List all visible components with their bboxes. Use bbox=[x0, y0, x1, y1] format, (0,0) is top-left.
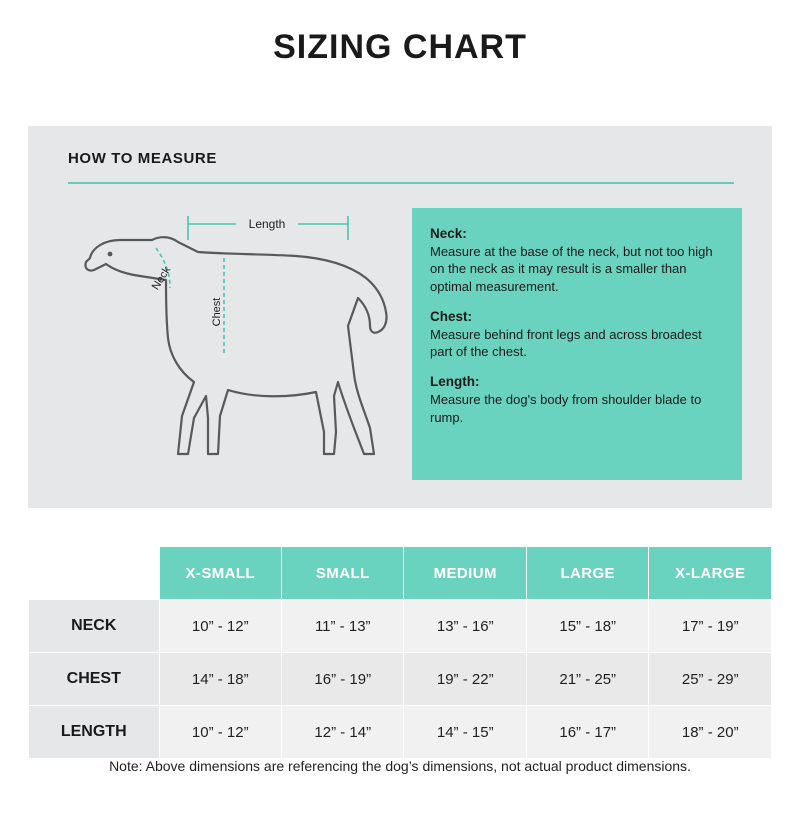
column-header-small: SMALL bbox=[282, 547, 404, 600]
table-row bbox=[29, 653, 772, 706]
cell-chest-large: 21” - 25” bbox=[526, 653, 648, 706]
cell-neck-small: 11” - 13” bbox=[282, 600, 404, 653]
footer-note: Note: Above dimensions are referencing the dog’s dimensions, not actual product dimensions. bbox=[109, 758, 691, 774]
cell-chest-x-small: 14” - 18” bbox=[159, 653, 281, 706]
page-title: SIZING CHART bbox=[273, 28, 527, 66]
column-header-x-small: X-SMALL bbox=[159, 547, 281, 600]
divider-rule bbox=[68, 182, 734, 184]
length-text: Measure the dog's body from shoulder blade to rump. bbox=[430, 392, 702, 425]
neck-label: Neck bbox=[149, 264, 174, 293]
cell-length-medium: 14” - 15” bbox=[404, 706, 526, 759]
length-label: Length bbox=[248, 217, 286, 231]
neck-title: Neck: bbox=[430, 226, 467, 241]
column-header-x-large: X-LARGE bbox=[649, 547, 772, 600]
chest-text: Measure behind front legs and across broadest part of the chest. bbox=[430, 326, 702, 360]
neck-text: Measure at the base of the neck, but not too high on the neck as it may result is a smaller than optimal measurement. bbox=[430, 244, 713, 294]
cell-chest-medium: 19” - 22” bbox=[404, 653, 526, 706]
cell-length-x-large: 18” - 20” bbox=[649, 706, 772, 759]
cell-neck-x-small: 10” - 12” bbox=[159, 600, 281, 653]
cell-chest-small: 16” - 19” bbox=[282, 653, 404, 706]
how-to-measure-panel bbox=[28, 126, 772, 508]
length-title: Length: bbox=[430, 374, 480, 390]
row-label-neck: NECK bbox=[29, 600, 160, 653]
table-row bbox=[29, 706, 772, 759]
dog-illustration-svg bbox=[48, 196, 428, 496]
chest-label: Chest bbox=[211, 297, 223, 327]
row-label-length: LENGTH bbox=[29, 706, 160, 759]
chest-title: Chest: bbox=[430, 308, 473, 324]
dog-diagram bbox=[48, 196, 428, 496]
table-row bbox=[29, 600, 772, 653]
sizing-chart-page bbox=[0, 28, 800, 828]
cell-length-small: 12” - 14” bbox=[282, 706, 404, 759]
cell-neck-large: 15” - 18” bbox=[526, 600, 648, 653]
how-to-measure-heading: HOW TO MEASURE bbox=[68, 150, 217, 167]
table-header-row bbox=[29, 547, 772, 600]
table-corner-cell bbox=[29, 547, 160, 600]
measurement-instructions bbox=[412, 208, 742, 480]
column-header-large: LARGE bbox=[526, 547, 648, 600]
cell-length-large: 16” - 17” bbox=[526, 706, 648, 759]
column-header-medium: MEDIUM bbox=[404, 547, 526, 600]
cell-neck-medium: 13” - 16” bbox=[404, 600, 526, 653]
sizing-table bbox=[28, 546, 772, 759]
cell-neck-x-large: 17” - 19” bbox=[649, 600, 772, 653]
cell-chest-x-large: 25” - 29” bbox=[649, 653, 772, 706]
cell-length-x-small: 10” - 12” bbox=[159, 706, 281, 759]
row-label-chest: CHEST bbox=[29, 653, 160, 706]
